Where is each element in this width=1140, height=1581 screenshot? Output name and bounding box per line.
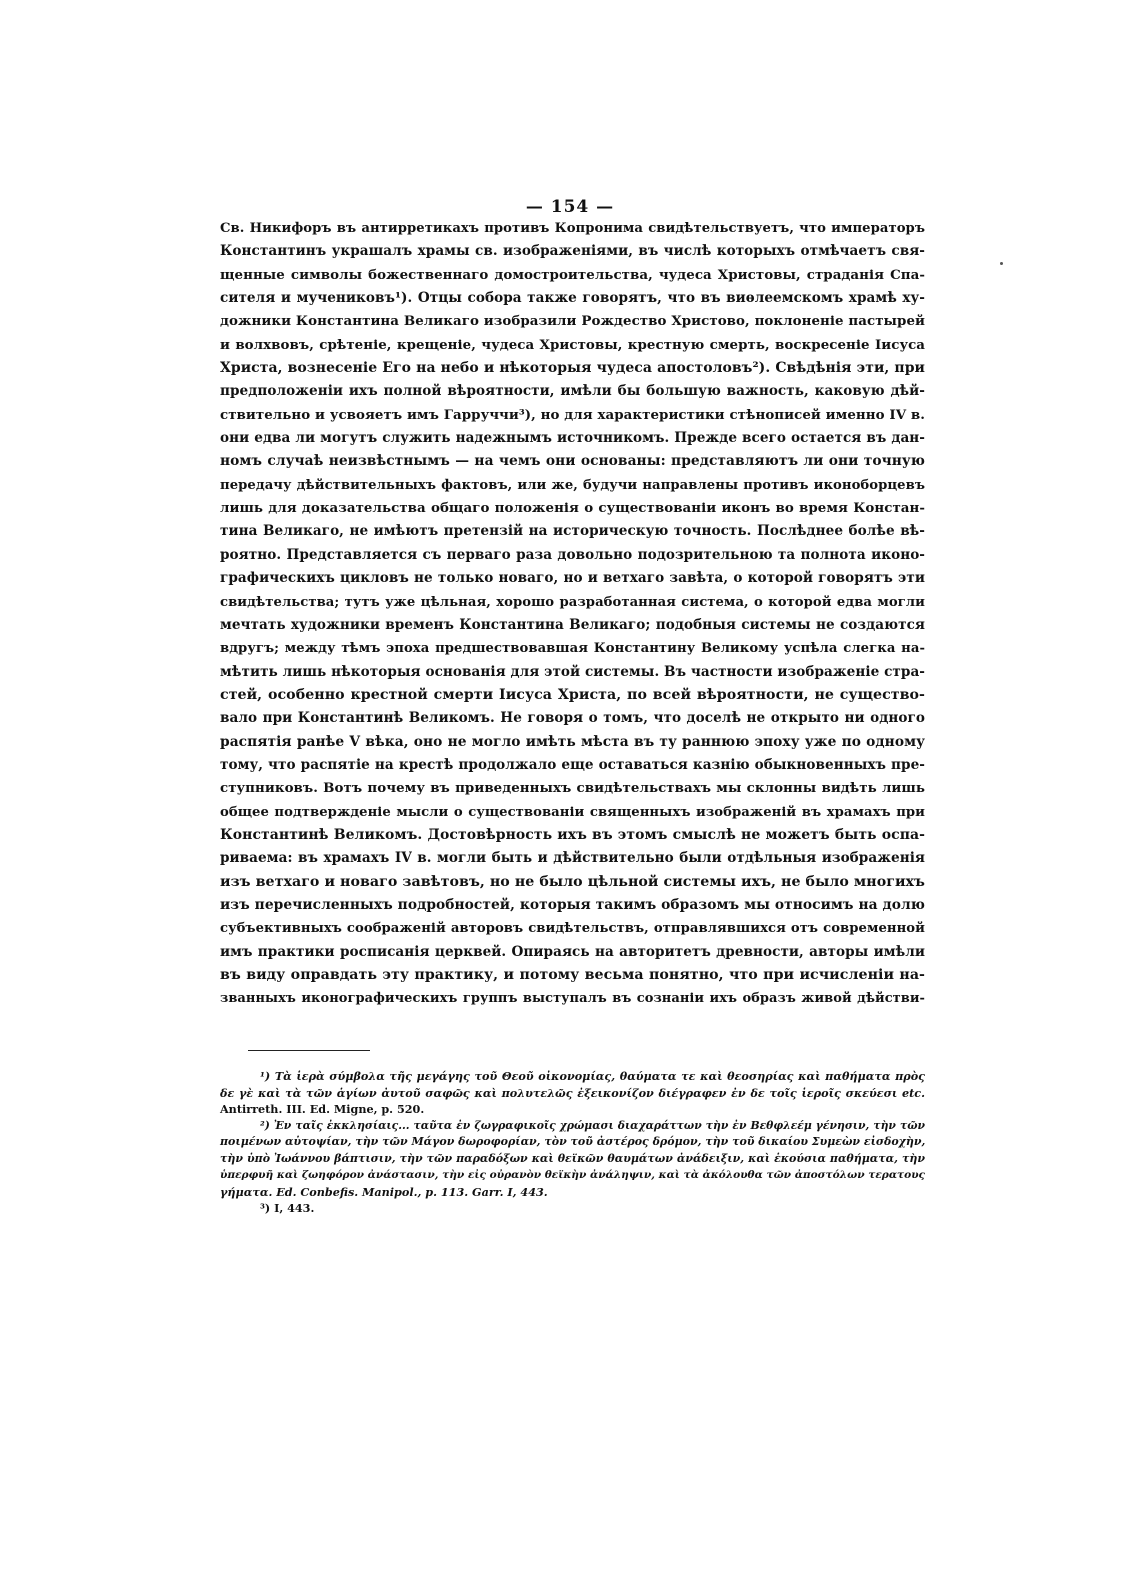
text-line: передачу дѣйствительныхъ фактовъ, или же, будучи направлены противъ иконоборцевъ [220, 477, 925, 493]
text-line: номъ случаѣ неизвѣстнымъ — на чемъ они основаны: представляютъ ли они точную [220, 453, 925, 470]
footnote-1-citation: Antirreth. III. Ed. Migne, p. 520. [220, 1102, 425, 1116]
text-line: Христа, вознесеніе Его на небо и нѣкоторыя чудеса апостоловъ²). Свѣдѣнія эти, при [220, 360, 925, 377]
text-line: званныхъ иконографическихъ группъ выступалъ въ сознаніи ихъ образъ живой дѣйстви- [220, 991, 925, 1007]
text-line: вдругъ; между тѣмъ эпоха предшествовавшая Константину Великому успѣла слегка на- [220, 641, 925, 657]
text-line: въ виду оправдать эту практику, и потому весьма понятно, что при исчисленіи на- [220, 967, 925, 983]
text-line: предположеніи ихъ полной вѣроятности, имѣли бы большую важность, каковую дѣй- [220, 383, 925, 400]
text-line: дожники Константина Великаго изобразили Рождество Христово, поклоненіе пастырей [220, 313, 925, 330]
text-line: лишь для доказательства общаго положенія о существованіи иконъ во время Констан- [220, 500, 925, 517]
page-number: — 154 — [525, 197, 615, 217]
text-line: ствительно и усвояетъ имъ Гарруччи³), но для характеристики стѣнописей именно IV в. [220, 406, 925, 423]
footnotes [220, 1068, 925, 1217]
text-line: роятно. Представляется съ перваго раза довольно подозрительною та полнота иконо- [220, 546, 925, 563]
footnote-2-line: τὴν ὑπὸ Ἰωάννου βάπτισιν, τὴν τῶν παραδόξων καὶ θεϊκῶν θαυμάτων ἀνάδειξιν, καὶ ἑκούσια παθήματα, τὴν [220, 1151, 925, 1165]
text-line: субъективныхъ соображеній авторовъ свидѣтельствъ, отправлявшихся отъ современной [220, 921, 925, 937]
text-line: свидѣтельства; тутъ уже цѣльная, хорошо разработанная система, о которой едва могли [220, 594, 925, 610]
text-line: графическихъ цикловъ не только новаго, но и ветхаго завѣта, о которой говорятъ эти [220, 570, 925, 587]
text-line: Константинѣ Великомъ. Достовѣрность ихъ въ этомъ смыслѣ не можетъ быть оспа- [220, 826, 925, 843]
text-line: они едва ли могутъ служить надежнымъ источникомъ. Прежде всего остается въ дан- [220, 430, 925, 447]
text-line: Константинъ украшалъ храмы св. изображеніями, въ числѣ которыхъ отмѣчаетъ свя- [220, 243, 925, 260]
text-line: распятія ранѣе V вѣка, оно не могло имѣть мѣста въ ту раннюю эпоху уже по одному [220, 733, 925, 750]
text-line: сителя и мучениковъ¹). Отцы собора также говорятъ, что въ виѳлеемскомъ храмѣ ху- [220, 290, 925, 307]
footnote-2-line: ποιμένων αὐτοψίαν, τὴν τῶν Μάγον δωροφορίαν, τὸν τοῦ ἀστέρος δρόμον, τὴν τοῦ δικαίου Συμεὼν εἰσδοχὴν, [220, 1135, 926, 1148]
text-line: стей, особенно крестной смерти Іисуса Христа, по всей вѣроятности, не существо- [220, 686, 925, 703]
text-line: имъ практики росписанія церквей. Опираясь на авторитетъ древности, авторы имѣли [220, 943, 925, 960]
footnote-1-line: δε γὲ καὶ τὰ τῶν ἁγίων ἀυτοῦ σαφῶς καὶ πολυτελῶς ἐξεικονίζον διέγραφεν ἐν δε τοῖς ἱεροῖς σκεύεσι etc. [220, 1085, 925, 1100]
footnote-2-line: ²) Ἐν ταῖς ἐκκλησίαις... ταῦτα ἐν ζωγραφικοῖς χρώμασι διαχαράττων τὴν ἐν Βεθφλεέμ γένησιν, τὴν τῶν [260, 1118, 925, 1132]
text-line: общее подтвержденіе мысли о существованіи священныхъ изображеній въ храмахъ при [220, 804, 925, 820]
text-line: изъ перечисленныхъ подробностей, которыя такимъ образомъ мы относимъ на долю [220, 896, 925, 913]
text-line: изъ ветхаго и новаго завѣтовъ, но не было цѣльной системы ихъ, не было многихъ [220, 873, 925, 890]
text-line: щенные символы божественнаго домостроительства, чудеса Христовы, страданія Спа- [220, 266, 925, 283]
footnote-1-line: ¹) Τὰ ἱερὰ σύμβολα τῆς μεγάγης τοῦ Θεοῦ οἰκονομίας, θαύματα τε καὶ θεοσηρίας καὶ παθήματα πρὸς [260, 1069, 925, 1083]
main-text [220, 217, 925, 1011]
footnote-divider [248, 1050, 370, 1051]
scan-speck [1000, 262, 1003, 265]
footnote-2-line: ὑπερφυῆ καὶ ζωηφόρον ἀνάστασιν, τὴν εἰς οὐρανὸν θεϊκὴν ἀνάληψιν, καὶ τὰ ἀκόλουθα τῶν ἀποστόλων τερατους [220, 1169, 925, 1181]
text-line: и волхвовъ, срѣтеніе, крещеніе, чудеса Христовы, крестную смерть, воскресеніе Іисуса [220, 336, 925, 353]
text-line: мѣтить лишь нѣкоторыя основанія для этой системы. Въ частности изображеніе стра- [220, 663, 925, 680]
text-line: Св. Никифоръ въ антирретикахъ противъ Копронима свидѣтельствуетъ, что императоръ [220, 221, 925, 236]
footnote-2-citation: γήματα. Ed. Conbefis. Manipol., p. 113. Garr. I, 443. [220, 1184, 548, 1199]
text-line: тина Великаго, не имѣютъ претензій на историческую точность. Послѣднее болѣе вѣ- [220, 523, 925, 540]
text-line: мечтать художники временъ Константина Великаго; подобныя системы не создаются [220, 616, 925, 633]
text-line: тому, что распятіе на крестѣ продолжало еще оставаться казнію обыкновенныхъ пре- [220, 756, 925, 773]
text-line: вало при Константинѣ Великомъ. Не говоря о томъ, что доселѣ не открыто ни одного [220, 710, 925, 727]
footnote-3: ³) I, 443. [260, 1201, 315, 1215]
text-line: ступниковъ. Вотъ почему въ приведенныхъ свидѣтельствахъ мы склонны видѣть лишь [220, 780, 925, 797]
text-line: риваема: въ храмахъ IV в. могли быть и дѣйствительно были отдѣльныя изображенія [220, 850, 925, 867]
